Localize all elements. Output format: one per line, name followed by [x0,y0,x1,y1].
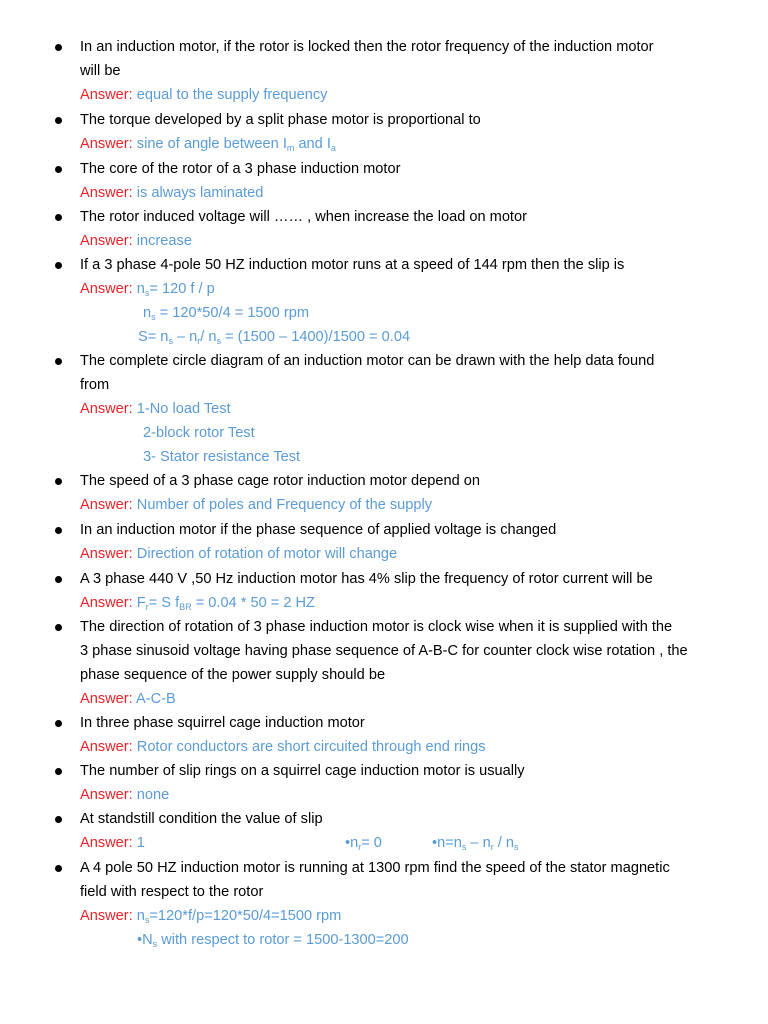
answer-text: 1 [136,835,145,851]
question-text: A 4 pole 50 HZ induction motor is running at 1300 rpm find the speed of the stator magnetic [80,860,670,876]
answer-label: Answer: [80,835,133,851]
answer-line [80,280,215,298]
answer-line [80,400,231,418]
answer-label: Answer: [80,739,133,755]
bullet-icon [55,478,62,485]
question-text: If a 3 phase 4-pole 50 HZ induction motor runs at a speed of 144 rpm then the slip is [80,257,625,273]
answer-text: sine of angle between $I_m$ and $I_a$ [136,136,336,153]
answer-text: $n_s = 120*50/4 = 1500$ rpm [143,305,309,322]
bullet-icon [55,358,62,365]
answer-label: Answer: [80,595,133,611]
answer-line [80,496,432,514]
answer-text: 2-block rotor Test [143,425,255,441]
bullet-icon [55,816,62,823]
answer-line [80,232,192,250]
answer-text: 3- Stator resistance Test [143,449,301,465]
answer-line [80,690,176,708]
bullet-icon [55,262,62,269]
question-text: phase sequence of the power supply should be [80,667,386,683]
question-text: from [80,377,110,393]
answer-label: Answer: [80,87,133,103]
answer-label: Answer: [80,787,133,803]
question-text: The complete circle diagram of an induction motor can be drawn with the help data found [80,353,655,369]
bullet-icon [55,768,62,775]
question-text: The speed of a 3 phase cage rotor induction motor depend on [80,473,480,489]
answer-text: equal to the supply frequency [136,87,328,103]
bullet-icon [55,117,62,124]
answer-line [80,135,336,153]
answer-line [80,834,145,852]
question-text: 3 phase sinusoid voltage having phase sequence of A-B-C for counter clock wise rotation , the [80,643,688,659]
answer-line [80,907,341,925]
question-text: At standstill condition the value of slip [80,811,323,827]
question-text: field with respect to the rotor [80,884,264,900]
answer-line [80,594,315,612]
bullet-icon [55,865,62,872]
answer-text: $•n=n_s - n_r / n_s$ [432,835,519,852]
answer-line [80,86,327,104]
question-text: The core of the rotor of a 3 phase induction motor [80,161,401,177]
answer-line [80,184,263,202]
answer-label: Answer: [80,401,133,417]
bullet-icon [55,624,62,631]
answer-text: $•n_r= 0$ [345,835,382,852]
answer-line [80,545,397,563]
answer-text: Rotor conductors are short circuited through end rings [136,739,486,755]
bullet-icon [55,527,62,534]
answer-text: A-C-B [135,691,176,707]
bullet-icon [55,166,62,173]
answer-label: Answer: [80,281,133,297]
question-text: The torque developed by a split phase motor is proportional to [80,112,481,128]
question-text: The number of slip rings on a squirrel cage induction motor is usually [80,763,525,779]
answer-text: $S= n_s - n_r/$ $n_s = (1500 - 1400)/1500 = 0.04$ [138,329,411,346]
bullet-icon [55,576,62,583]
answer-text: Direction of rotation of motor will change [136,546,398,562]
bullet-icon [55,720,62,727]
bullet-icon [55,214,62,221]
answer-label: Answer: [80,497,133,513]
question-text: will be [80,63,121,79]
answer-label: Answer: [80,185,133,201]
question-text: A 3 phase 440 V ,50 Hz induction motor has 4% slip the frequency of rotor current will be [80,571,653,587]
question-text: The direction of rotation of 3 phase induction motor is clock wise when it is supplied with the [80,619,673,635]
answer-label: Answer: [80,908,133,924]
answer-text: 1-No load Test [136,401,231,417]
answer-label: Answer: [80,546,133,562]
answer-text: is always laminated [136,185,264,201]
answer-label: Answer: [80,136,133,152]
answer-label: Answer: [80,233,133,249]
answer-text: $n_s= 120$ f / p [136,281,215,298]
answer-line [80,738,486,756]
answer-label: Answer: [80,691,133,707]
answer-text: $n_s=120*f/p=120*50/4=1500$ rpm [136,908,342,925]
answer-text: $F_r= S$ $f_{BR} = 0.04 * 50 = 2$ HZ [136,595,315,612]
bullet-icon [55,44,62,51]
answer-text: Number of poles and Frequency of the supply [136,497,433,513]
question-text: The rotor induced voltage will …… , when increase the load on motor [80,209,527,225]
answer-text: none [136,787,170,803]
answer-text: $•N_s$ with respect to rotor = 1500-1300=200 [137,932,409,949]
question-text: In three phase squirrel cage induction motor [80,715,365,731]
question-text: In an induction motor, if the rotor is locked then the rotor frequency of the induction motor [80,39,654,55]
answer-line [80,786,169,804]
question-text: In an induction motor if the phase sequence of applied voltage is changed [80,522,557,538]
answer-text: increase [136,233,192,249]
